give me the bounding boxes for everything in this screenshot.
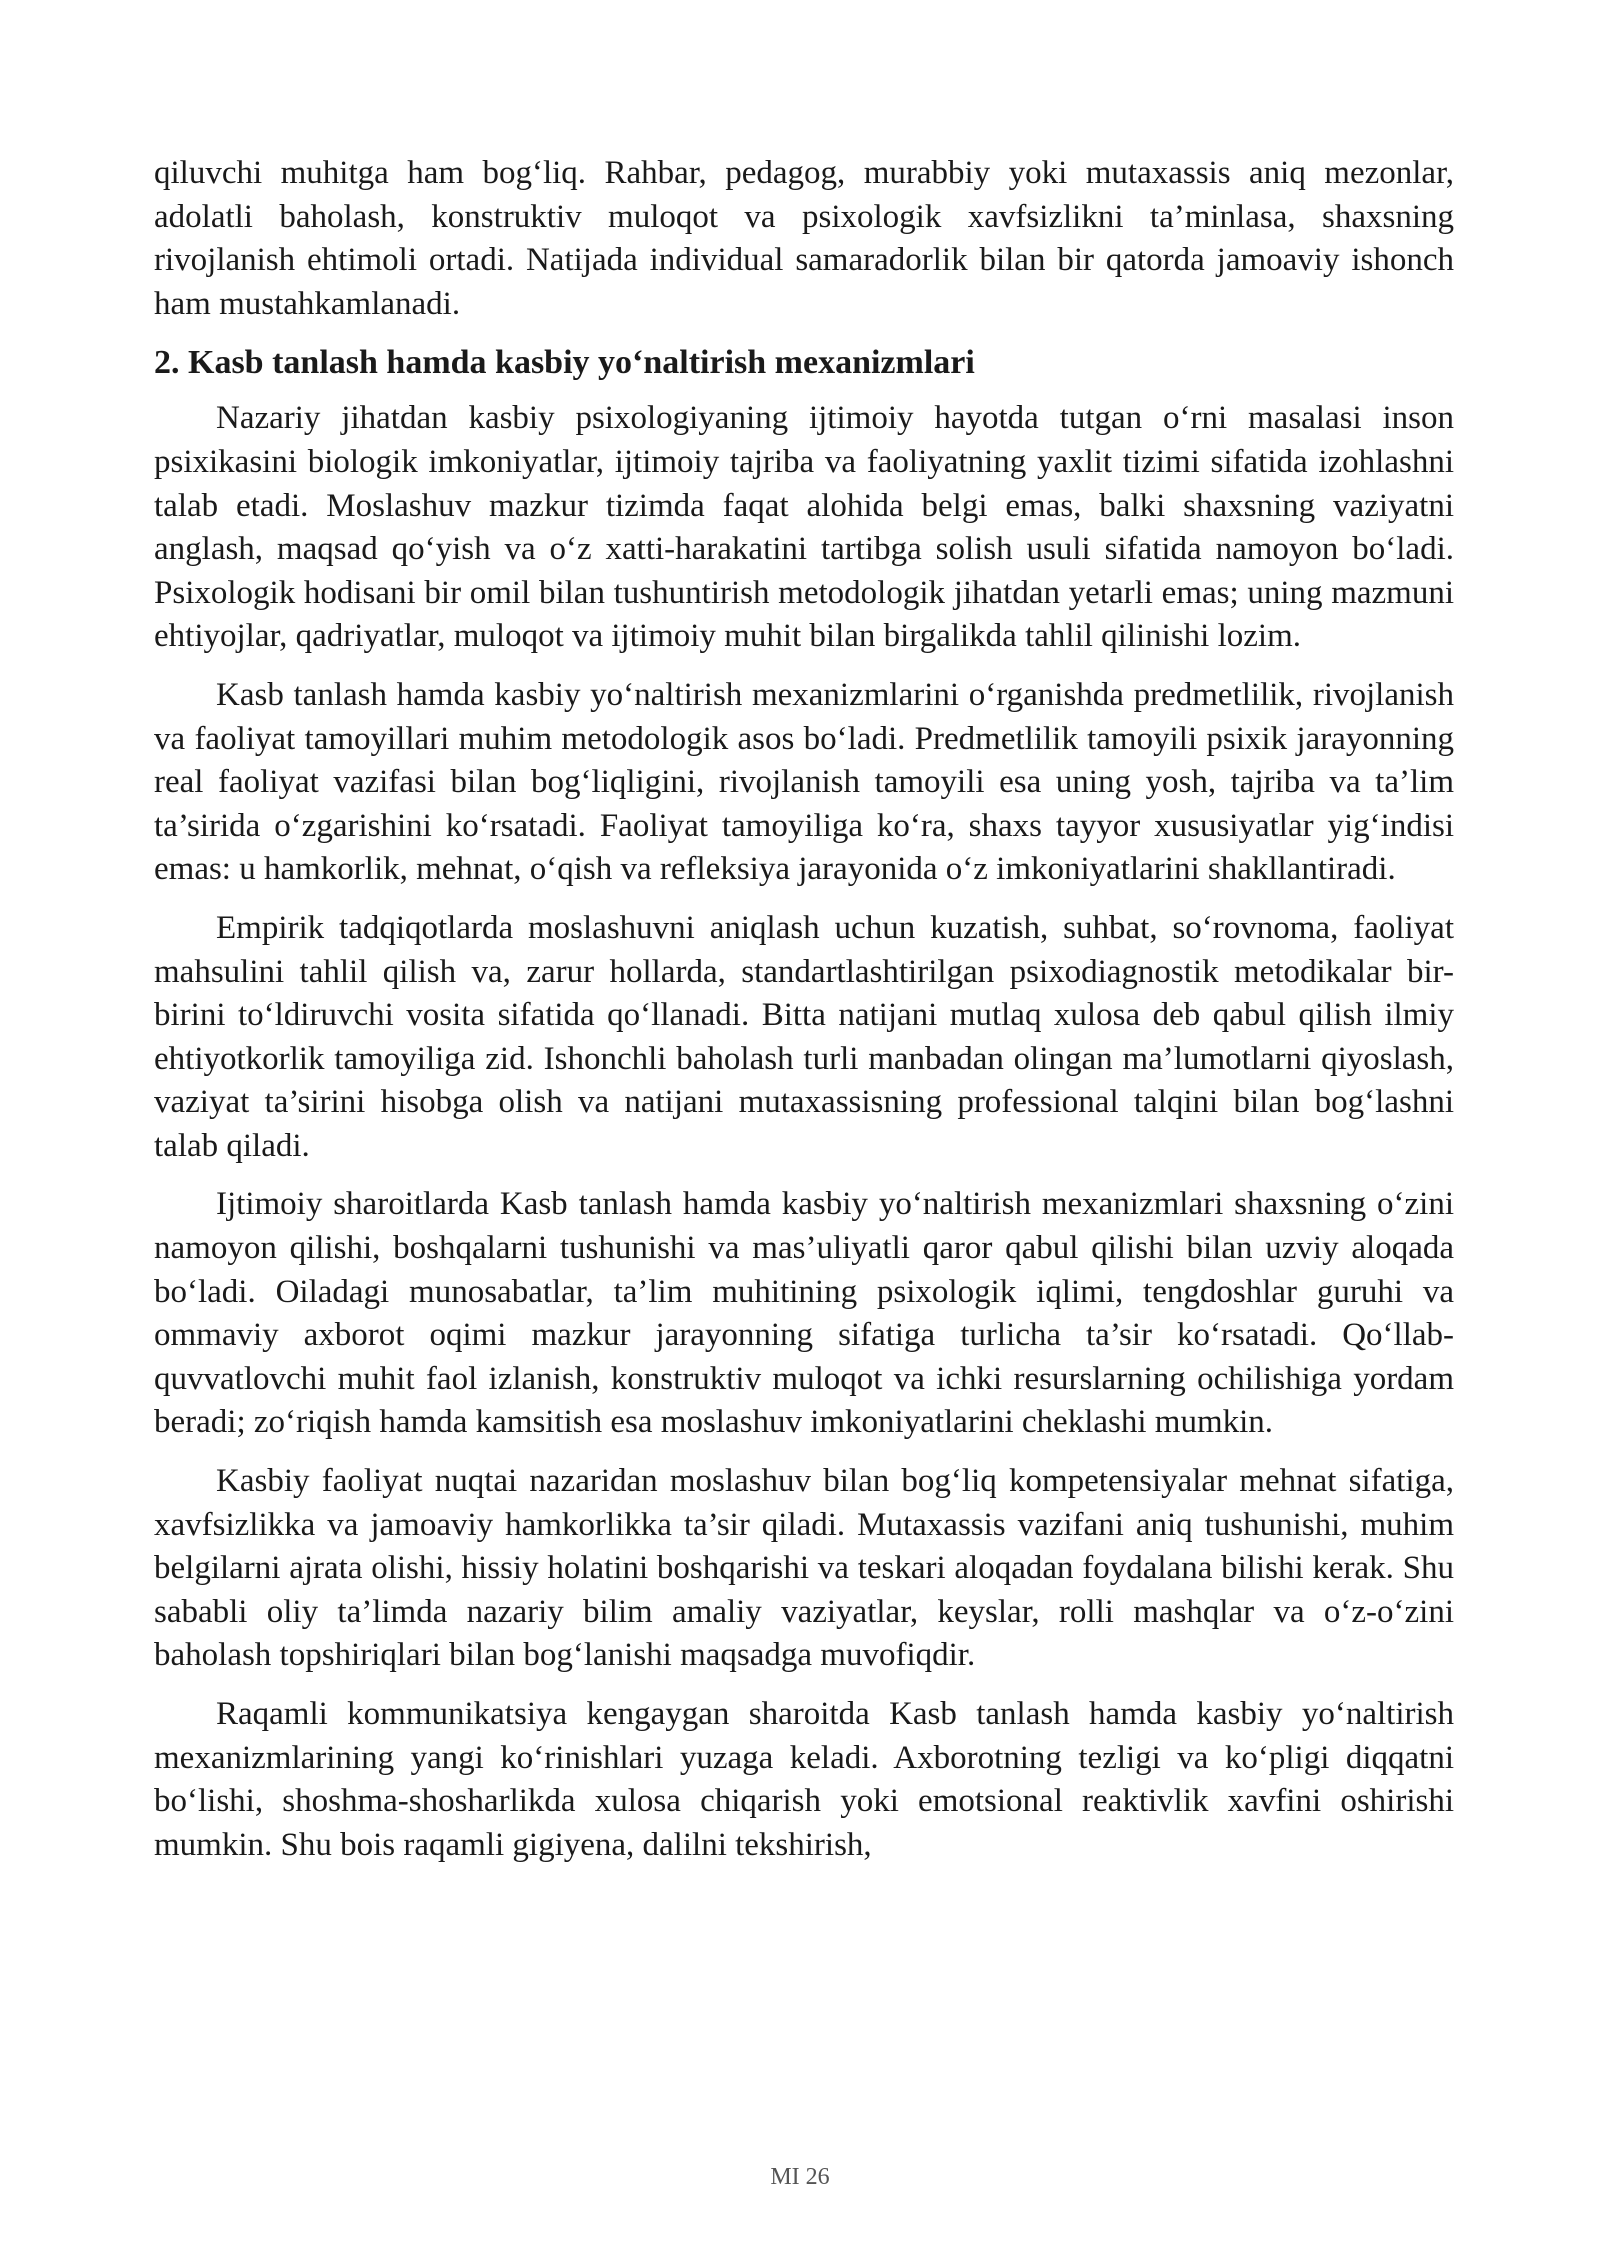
paragraph: Empirik tadqiqotlarda moslashuvni aniqlash uchun kuzatish, suhbat, so‘rovnoma, faoliyat mahsulini tahlil qilish va, zarur hollarda, standartlashtirilgan psixodiagnostik metodikalar bir-birini to‘ldiruvchi vosita sifatida qo‘llanadi. Bitta natijani mutlaq xulosa deb qabul qilish ilmiy ehtiyotkorlik tamoyiliga zid. Ishonchli baholash turli manbadan olingan ma’lumotlarni qiyoslash, vaziyat ta’sirini hisobga olish va natijani mutaxassisning professional talqini bilan bog‘lashni talab qiladi. [154, 909, 1454, 1164]
page-number: MI 26 [770, 2164, 830, 2190]
document-page [154, 152, 1454, 1882]
paragraph: Kasb tanlash hamda kasbiy yo‘naltirish mexanizmlarini o‘rganishda predmetlilik, rivojlanish va faoliyat tamoyillari muhim metodologik asos bo‘ladi. Predmetlilik tamoyili psixik jarayonning real faoliyat vazifasi bilan bog‘liqligini, rivojlanish tamoyili esa uning yosh, tajriba va ta’lim ta’sirida o‘zgarishini ko‘rsatadi. Faoliyat tamoyiliga ko‘ra, shaxs tayyor xususiyatlar yig‘indisi emas: u hamkorlik, mehnat, o‘qish va refleksiya jarayonida o‘z imkoniyatlarini shakllantiradi. [154, 676, 1454, 888]
paragraph: Kasbiy faoliyat nuqtai nazaridan moslashuv bilan bog‘liq kompetensiyalar mehnat sifatiga, xavfsizlikka va jamoaviy hamkorlikka ta’sir qiladi. Mutaxassis vazifani aniq tushunishi, muhim belgilarni ajrata olishi, hissiy holatini boshqarishi va teskari aloqadan foydalana bilishi kerak. Shu sababli oliy ta’limda nazariy bilim amaliy vaziyatlar, keyslar, rolli mashqlar va o‘z-o‘zini baholash topshiriqlari bilan bog‘lanishi maqsadga muvofiqdir. [154, 1463, 1454, 1674]
paragraph: Nazariy jihatdan kasbiy psixologiyaning ijtimoiy hayotda tutgan o‘rni masalasi inson psixikasini biologik imkoniyatlar, ijtimoiy tajriba va faoliyatning yaxlit tizimi sifatida izohlashni talab etadi. Moslashuv mazkur tizimda faqat alohida belgi emas, balki shaxsning vaziyatni anglash, maqsad qo‘yish va o‘z xatti-harakatini tartibga solish usuli sifatida namoyon bo‘ladi. Psixologik hodisani bir omil bilan tushuntirish metodologik jihatdan yetarli emas; uning mazmuni ehtiyojlar, qadriyatlar, muloqot va ijtimoiy muhit bilan birgalikda tahlil qilinishi lozim. [154, 400, 1454, 655]
section-heading: 2. Kasb tanlash hamda kasbiy yo‘naltirish mexanizmlari [154, 344, 975, 382]
paragraph: Raqamli kommunikatsiya kengaygan sharoitda Kasb tanlash hamda kasbiy yo‘naltirish mexanizmlarining yangi ko‘rinishlari yuzaga keladi. Axborotning tezligi va ko‘pligi diqqatni bo‘lishi, shoshma-shosharlikda xulosa chiqarish yoki emotsional reaktivlik xavfini oshirishi mumkin. Shu bois raqamli gigiyena, dalilni tekshirish, [154, 1696, 1454, 1863]
paragraph: Ijtimoiy sharoitlarda Kasb tanlash hamda kasbiy yo‘naltirish mexanizmlari shaxsning o‘zini namoyon qilishi, boshqalarni tushunishi va mas’uliyatli qaror qabul qilishi bilan uzviy aloqada bo‘ladi. Oiladagi munosabatlar, ta’lim muhitining psixologik iqlimi, tengdoshlar guruhi va ommaviy axborot oqimi mazkur jarayonning sifatiga turlicha ta’sir ko‘rsatadi. Qo‘llab-quvvatlovchi muhit faol izlanish, konstruktiv muloqot va ichki resurslarning ochilishiga yordam beradi; zo‘riqish hamda kamsitish esa moslashuv imkoniyatlarini cheklashi mumkin. [154, 1186, 1454, 1441]
paragraph-continuation: qiluvchi muhitga ham bog‘liq. Rahbar, pedagog, murabbiy yoki mutaxassis aniq mezonlar, adolatli baholash, konstruktiv muloqot va psixologik xavfsizlikni ta’minlasa, shaxsning rivojlanish ehtimoli ortadi. Natijada individual samaradorlik bilan bir qatorda jamoaviy ishonch ham mustahkamlanadi. [154, 155, 1454, 322]
